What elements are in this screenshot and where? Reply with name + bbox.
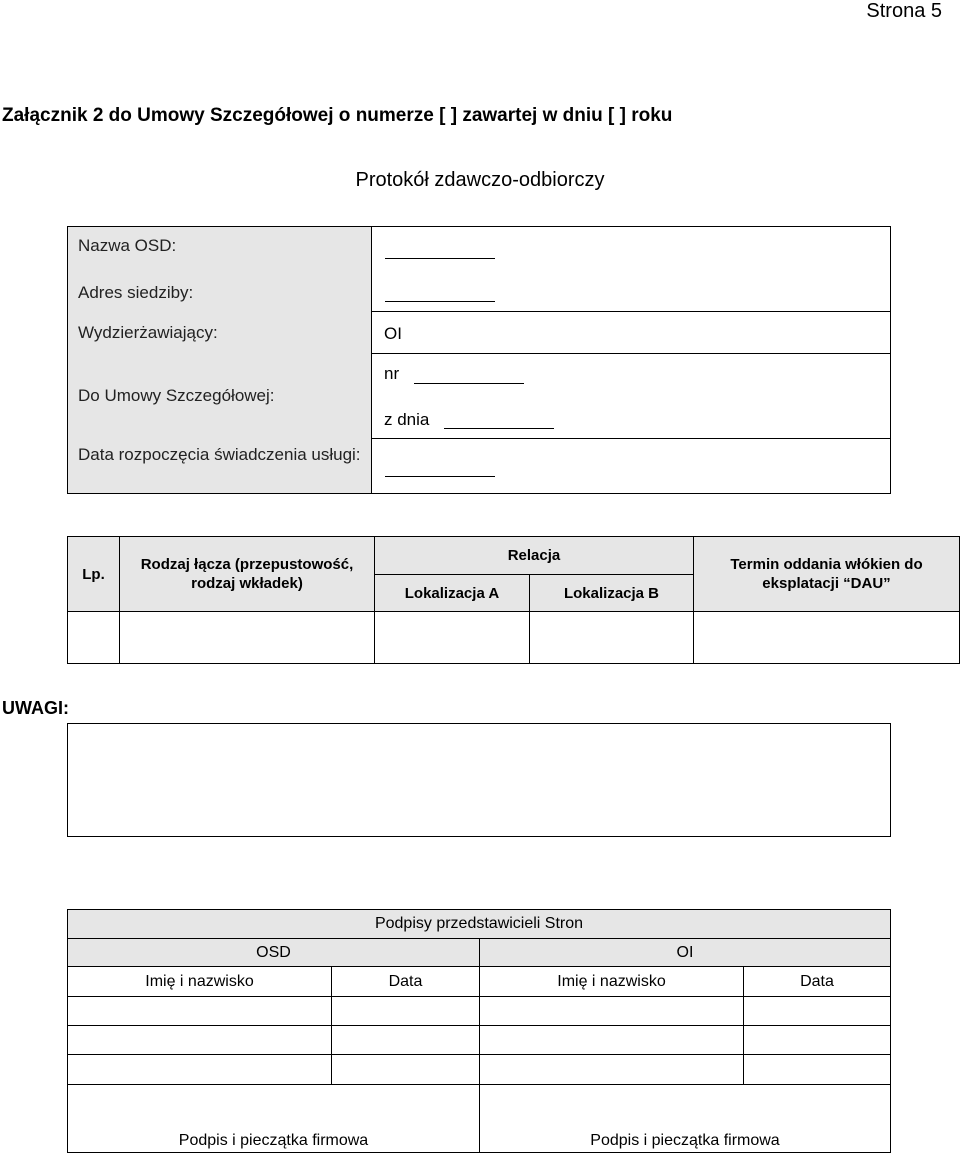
- osd-stamp-field[interactable]: Podpis i pieczątka firmowa: [67, 1084, 480, 1153]
- sig-cell[interactable]: [67, 996, 332, 1026]
- cell-link-type[interactable]: [119, 611, 375, 664]
- service-start-blank[interactable]: [385, 476, 495, 477]
- sig-cell[interactable]: [479, 996, 744, 1026]
- lessor-value: OI: [384, 324, 402, 343]
- remarks-label: UWAGI:: [2, 698, 69, 718]
- label-osd-name: Nazwa OSD:: [78, 236, 177, 255]
- remarks-box[interactable]: [67, 723, 891, 837]
- address-blank[interactable]: [385, 301, 495, 302]
- label-contract: Do Umowy Szczegółowej:: [78, 386, 275, 405]
- sig-cell[interactable]: [743, 1054, 891, 1085]
- document-title: Załącznik 2 do Umowy Szczegółowej o numerze [ ] zawartej w dniu [ ] roku: [2, 105, 673, 126]
- cell-lp[interactable]: [67, 611, 120, 664]
- osd-name-header: Imię i nazwisko: [67, 966, 332, 997]
- sig-cell[interactable]: [743, 1025, 891, 1055]
- header-lp: Lp.: [67, 536, 120, 612]
- info-values-panel: [372, 226, 891, 494]
- header-handover-term: Termin oddania włókien do eksplatacji “DAU”: [693, 536, 960, 612]
- header-location-a: Lokalizacja A: [374, 574, 530, 612]
- cell-location-b[interactable]: [529, 611, 694, 664]
- header-location-b: Lokalizacja B: [529, 574, 694, 612]
- label-address: Adres siedziby:: [78, 283, 194, 302]
- sig-cell[interactable]: [743, 996, 891, 1026]
- party-osd: OSD: [67, 938, 480, 967]
- signatures-header: Podpisy przedstawicieli Stron: [67, 909, 891, 939]
- page-number: Strona 5: [866, 0, 942, 22]
- oi-name-header: Imię i nazwisko: [479, 966, 744, 997]
- oi-stamp-field[interactable]: Podpis i pieczątka firmowa: [479, 1084, 891, 1153]
- contract-date-blank[interactable]: [444, 428, 554, 429]
- label-service-start: Data rozpoczęcia świadczenia usługi:: [78, 445, 361, 464]
- contract-nr-label: nr: [384, 364, 400, 383]
- cell-handover-term[interactable]: [693, 611, 960, 664]
- sig-cell[interactable]: [479, 1025, 744, 1055]
- row-divider: [372, 438, 890, 439]
- sig-cell[interactable]: [67, 1054, 332, 1085]
- cell-location-a[interactable]: [374, 611, 530, 664]
- contract-nr-blank[interactable]: [414, 383, 524, 384]
- label-lessor: Wydzierżawiający:: [78, 323, 218, 342]
- sig-cell[interactable]: [479, 1054, 744, 1085]
- row-divider: [372, 353, 890, 354]
- header-link-type: Rodzaj łącza (przepustowość, rodzaj wkładek): [119, 536, 375, 612]
- osd-date-header: Data: [331, 966, 480, 997]
- info-labels-panel: [67, 226, 372, 494]
- header-relation: Relacja: [374, 536, 694, 575]
- oi-date-header: Data: [743, 966, 891, 997]
- sig-cell[interactable]: [67, 1025, 332, 1055]
- party-oi: OI: [479, 938, 891, 967]
- osd-name-blank[interactable]: [385, 258, 495, 259]
- contract-date-label: z dnia: [384, 410, 430, 429]
- row-divider: [372, 311, 890, 312]
- sig-cell[interactable]: [331, 1054, 480, 1085]
- protocol-subtitle: Protokół zdawczo-odbiorczy: [355, 169, 605, 191]
- sig-cell[interactable]: [331, 1025, 480, 1055]
- sig-cell[interactable]: [331, 996, 480, 1026]
